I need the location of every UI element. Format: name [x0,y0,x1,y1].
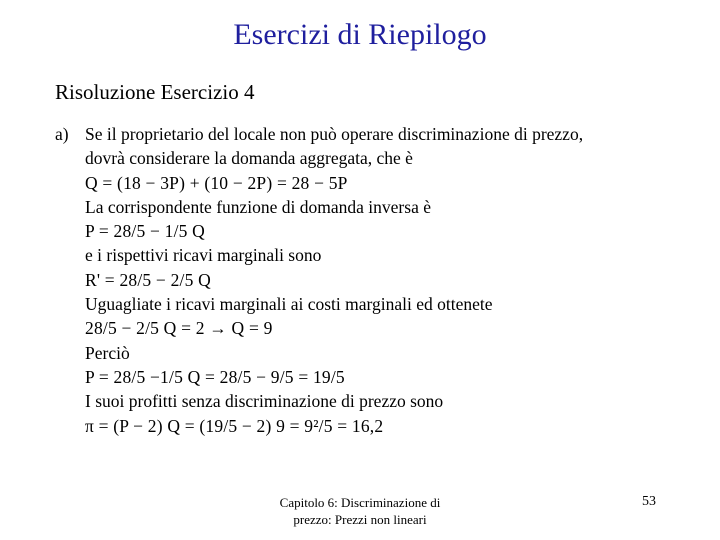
text-line: Se il proprietario del locale non può operare discriminazione di prezzo, [85,124,584,144]
equation-profit: π = (P − 2) Q = (19/5 − 2) 9 = 9²/5 = 16,2 [85,415,384,436]
text-line: dovrà considerare la domanda aggregata, che è [85,148,413,169]
equation-marginal-revenue: R' = 28/5 − 2/5 Q [85,269,211,290]
text-line: La corrispondente funzione di domanda inversa è [85,196,431,217]
text-line: Uguagliate i ricavi marginali ai costi marginali ed ottenete [85,294,493,315]
text-line: Perciò [85,342,130,363]
slide-title: Esercizi di Riepilogo [233,18,487,51]
footer-line: prezzo: Prezzi non lineari [293,512,427,527]
equation-quantity-solution: 28/5 − 2/5 Q = 2 → Q = 9 [85,318,273,339]
text-line: I suoi profitti senza discriminazione di prezzo sono [85,391,444,412]
text-line: e i rispettivi ricavi marginali sono [85,245,322,266]
item-body [85,122,705,438]
equation-aggregate-demand: Q = (18 − 3P) + (10 − 2P) = 28 − 5P [85,172,348,193]
item-marker: a) [55,124,69,144]
equation-inverse-demand: P = 28/5 − 1/5 Q [85,221,206,242]
slide-subtitle: Risoluzione Esercizio 4 [55,80,255,104]
footer-line: Capitolo 6: Discriminazione di [279,495,441,510]
equation-price-solution: P = 28/5 −1/5 Q = 28/5 − 9/5 = 19/5 [85,366,345,387]
page-number: 53 [642,494,656,509]
footer-chapter [250,494,470,528]
